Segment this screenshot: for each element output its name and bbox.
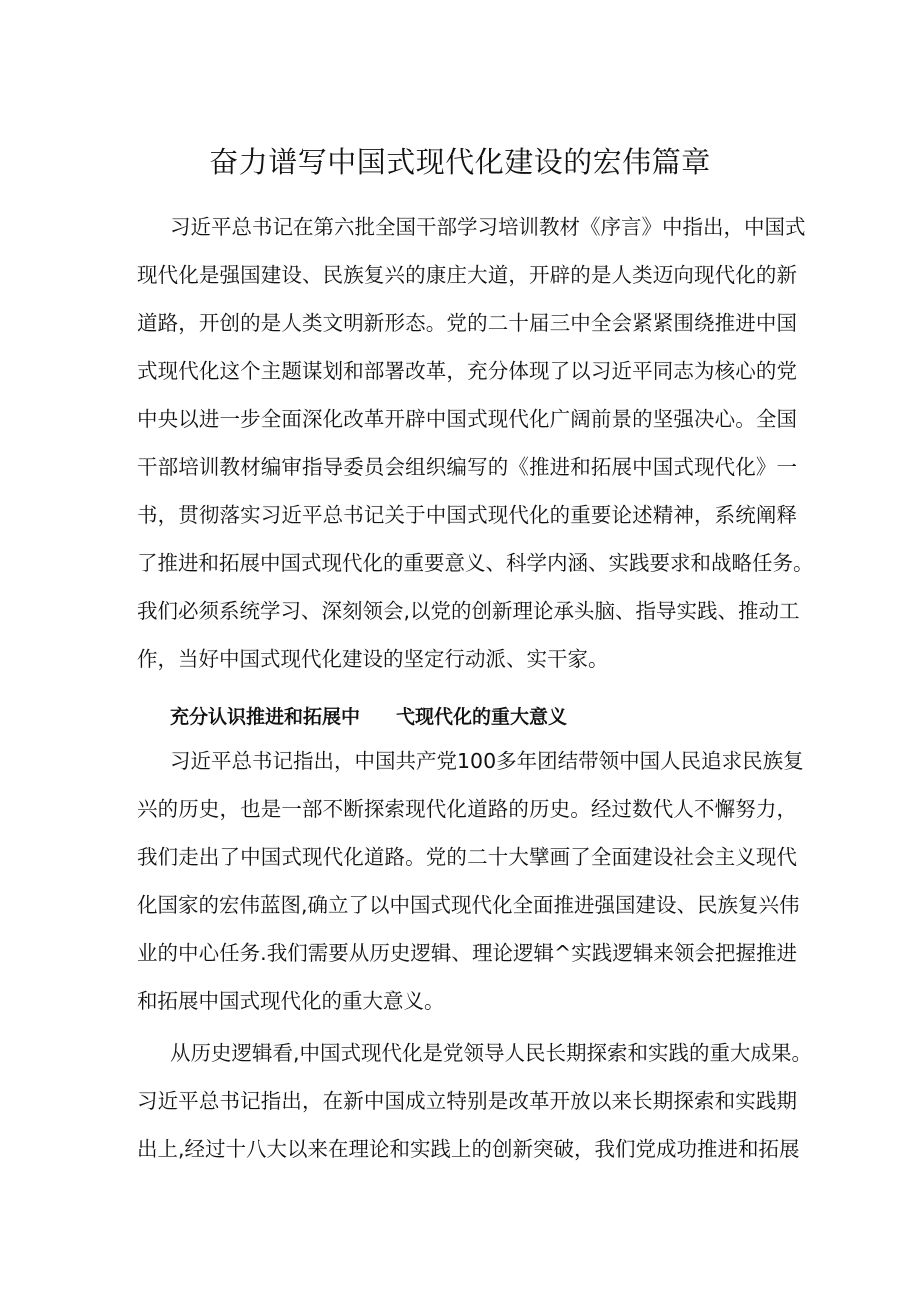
section-heading-part-2: 弋现代化的重大意义 (396, 706, 568, 728)
paragraph-1-line-3: 道路，开创的是人类文明新形态。党的二十届三中全会紧紧围绕推进中国 (137, 311, 797, 335)
paragraph-1-line-9: 我们必须系统学习、深刻领会,以党的创新理论承头脑、指导实践、推动工 (137, 599, 800, 623)
paragraph-3-line-1: 从历史逻辑看,中国式现代化是党领导人民长期探索和实践的重大成果。 (170, 1041, 813, 1065)
paragraph-1-line-6: 干部培训教材编审指导委员会组织编写的《推进和拓展中国式现代化》一 (137, 455, 797, 479)
paragraph-1-line-4: 式现代化这个主题谋划和部署改革，充分体现了以习近平同志为核心的党 (137, 359, 797, 383)
paragraph-1-line-7: 书，贯彻落实习近平总书记关于中国式现代化的重要论述精神，系统阐释 (137, 503, 797, 527)
paragraph-2-line-1: 习近平总书记指出，中国共产党100多年团结带领中国人民追求民族复 (170, 749, 804, 773)
paragraph-2-line-4: 化国家的宏伟蓝图,确立了以中国式现代化全面推进强国建设、民族复兴伟 (137, 893, 800, 917)
paragraph-2-line-5: 业的中心任务.我们需要从历史逻辑、理论逻辑^实践逻辑来领会把握推进 (137, 941, 797, 965)
paragraph-1-line-5: 中央以进一步全面深化改革开辟中国式现代化广阔前景的坚强决心。全国 (137, 407, 797, 431)
paragraph-1-line-8: 了推进和拓展中国式现代化的重要意义、科学内涵、实践要求和战略任务。 (137, 551, 814, 575)
paragraph-1-line-10: 作，当好中国式现代化建设的坚定行动派、实干家。 (137, 647, 609, 671)
paragraph-2-line-2: 兴的历史，也是一部不断探索现代化道路的历史。经过数代人不懈努力， (137, 797, 797, 821)
document-title: 奋力谱写中国式现代化建设的宏伟篇章 (209, 145, 711, 179)
paragraph-1-line-1: 习近平总书记在第六批全国干部学习培训教材《序言》中指出，中国式 (170, 215, 806, 239)
section-heading (170, 702, 567, 732)
paragraph-3-line-2: 习近平总书记指出，在新中国成立特别是改革开放以来长期探索和实践期 (137, 1089, 797, 1113)
paragraph-3-line-3: 出上,经过十八大以来在理论和实践上的创新突破，我们党成功推进和拓展 (137, 1137, 800, 1161)
section-heading-part-1: 充分认识推进和拓展中 (170, 706, 361, 728)
paragraph-1-line-2: 现代化是强国建设、民族复兴的康庄大道，开辟的是人类迈向现代化的新 (137, 263, 797, 287)
paragraph-2-line-6: 和拓展中国式现代化的重大意义。 (137, 989, 445, 1013)
paragraph-2-line-3: 我们走出了中国式现代化道路。党的二十大擘画了全面建设社会主义现代 (137, 845, 797, 869)
